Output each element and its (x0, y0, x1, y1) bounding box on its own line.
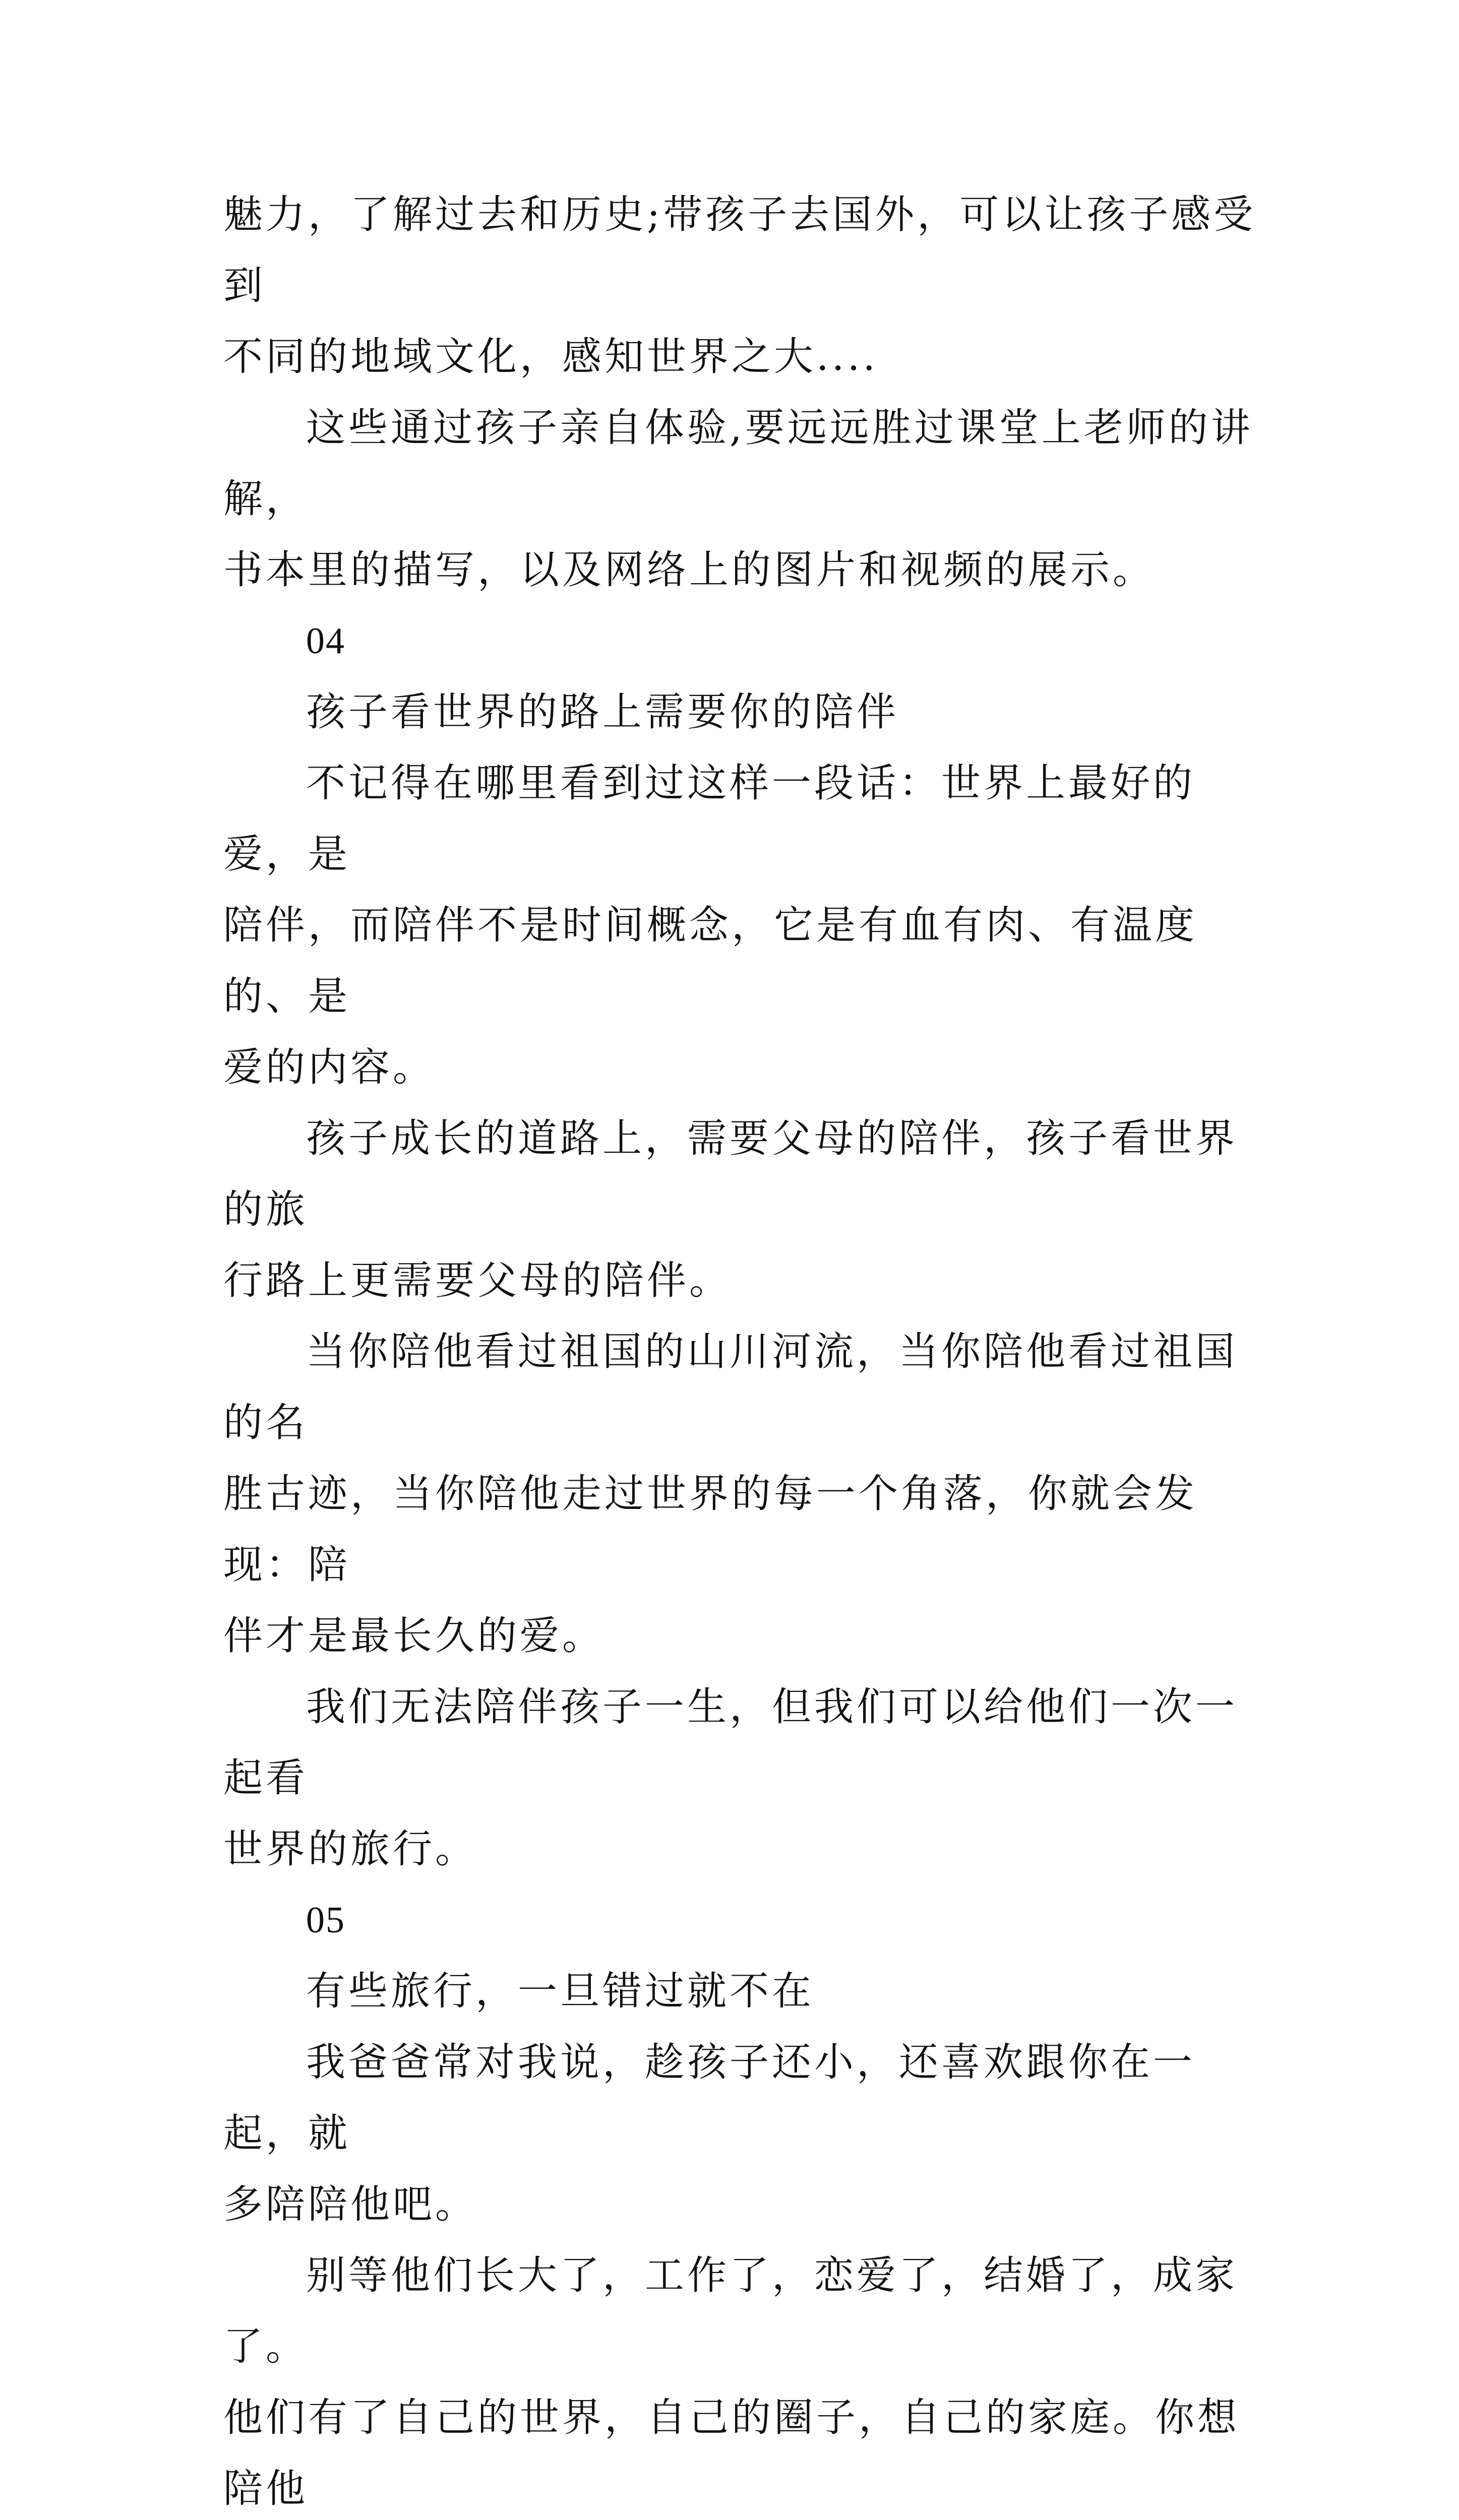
paragraph: 这些通过孩子亲自体验,要远远胜过课堂上老师的讲解， 书本里的描写，以及网络上的图片和视频的展示。 (223, 405, 1253, 593)
section-heading: 有些旅行，一旦错过就不在 (306, 1969, 815, 2014)
paragraph: 我爸爸常对我说，趁孩子还小，还喜欢跟你在一起，就 多陪陪他吧。 (223, 2040, 1196, 2227)
section-number: 04 (306, 620, 345, 662)
section-heading: 孩子看世界的路上需要你的陪伴 (306, 689, 899, 735)
paragraph: 我们无法陪伴孩子一生，但我们可以给他们一次一起看 世界的旅行。 (223, 1684, 1238, 1872)
document-body (223, 179, 1257, 2520)
paragraph: 不记得在哪里看到过这样一段话：世界上最好的爱，是 陪伴，而陪伴不是时间概念，它是有血有肉、有温度的、是 爱的内容。 (223, 761, 1198, 1090)
paragraph: 别等他们长大了，工作了，恋爱了，结婚了，成家了。 他们有了自己的世界，自己的圈子，自己的家庭。你想陪他 (223, 2253, 1240, 2511)
paragraph: 当你陪他看过祖国的山川河流，当你陪他看过祖国的名 胜古迹，当你陪他走过世界的每一个角落，你就会发现：陪 伴才是最长久的爱。 (223, 1329, 1238, 1659)
section-number: 05 (306, 1900, 345, 1941)
paragraph: 魅力，了解过去和历史;带孩子去国外，可以让孩子感受到 不同的地域文化，感知世界之大.... (223, 192, 1256, 380)
paragraph: 孩子成长的道路上，需要父母的陪伴，孩子看世界的旅 行路上更需要父母的陪伴。 (223, 1116, 1238, 1303)
